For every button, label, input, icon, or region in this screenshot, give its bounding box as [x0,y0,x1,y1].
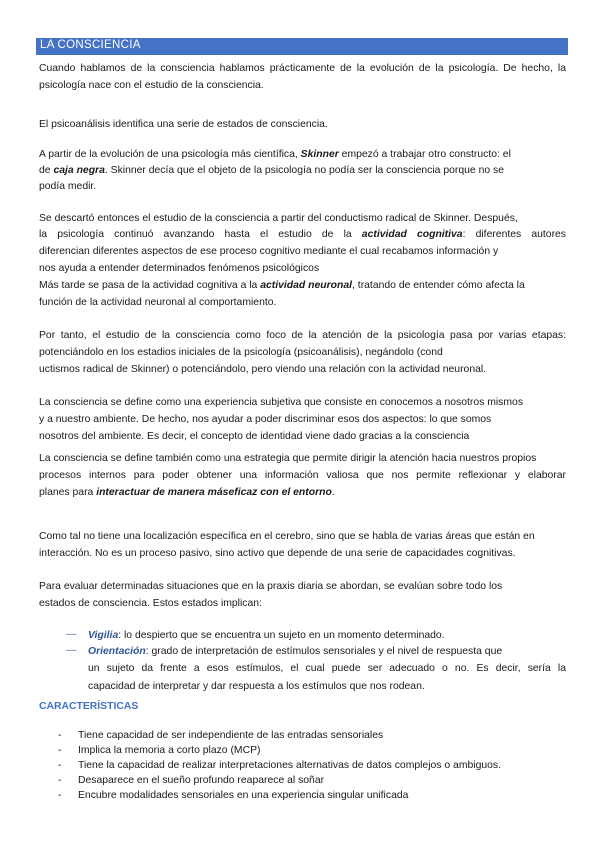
characteristic-item: Desaparece en el sueño profundo reaparece al soñar [78,775,325,786]
paragraph-line: Por tanto, el estudio de la consciencia como foco de la atención de la psicología pasa por varias etapas: [39,330,566,341]
list-dash: - [58,760,62,771]
list-dash: - [58,745,62,756]
list-dash: - [58,730,62,741]
dash-bullet: — [66,645,77,656]
list-term: Orientación [88,646,146,657]
emphasis-text: actividad cognitiva [361,229,463,240]
list-dash: - [58,775,62,786]
paragraph-line: podía medir. [39,181,97,192]
characteristic-item: Tiene la capacidad de realizar interpretaciones alternativas de datos complejos o ambiguos. [78,760,501,771]
list-term: Vigilia [88,630,119,641]
paragraph-line: nos ayuda a entender determinados fenómenos psicológicos [39,263,320,274]
characteristic-item: Tiene capacidad de ser independiente de las entradas sensoriales [78,730,384,741]
paragraph-line: procesos internos para poder obtener una información valiosa que nos permite reflexionar y elaborar [39,470,566,481]
emphasis-text: actividad neuronal [260,280,353,291]
dash-bullet: — [66,629,77,640]
paragraph-line: A partir de la evolución de una psicología más científica, Skinner empezó a trabajar otro constructo: el [39,149,511,160]
page-title: LA CONSCIENCIA [40,39,141,51]
paragraph-line: Para evaluar determinadas situaciones que en la praxis diaria se abordan, se evalúan sobre todo los [39,581,503,592]
emphasis-text: interactuar de manera máseficaz con el entorno [96,487,332,498]
paragraph-line: la psicología continuó avanzando hasta el estudio de la actividad cognitiva: diferentes autores [39,229,567,240]
paragraph-line: planes para interactuar de manera máseficaz con el entorno. [39,487,335,498]
paragraph-line: La consciencia se define también como una estrategia que permite dirigir la atención hacia nuestros propios [39,453,537,464]
paragraph-line: Se descartó entonces el estudio de la consciencia a partir del conductismo radical de Skinner. Después, [39,213,518,224]
paragraph-line: uctismos radical de Skinner) o potenciándolo, pero viendo una relación con la actividad neuronal. [39,364,487,375]
paragraph-line: Cuando hablamos de la consciencia hablamos prácticamente de la evolución de la psicología. De hecho, la [39,63,566,74]
paragraph-line: La consciencia se define como una experiencia subjetiva que consiste en conocemos a nosotros mismos [39,397,524,408]
paragraph-line: Como tal no tiene una localización específica en el cerebro, sino que se habla de varias áreas que están en [39,531,535,542]
emphasis-text: caja negra [53,165,105,176]
characteristic-item: Encubre modalidades sensoriales en una experiencia singular unificada [78,790,409,801]
paragraph-line: interacción. No es un proceso pasivo, sino activo que depende de una serie de capacidades cognitivas. [39,548,516,559]
emphasis-text: Skinner [300,149,339,160]
paragraph-line: potenciándolo en los estadios iniciales de la psicología (psicoanálisis), negándolo (cond [39,347,443,358]
list-item-continuation: capacidad de interpretar y dar respuesta a los estímulos que nos rodean. [88,681,425,692]
characteristic-item: Implica la memoria a corto plazo (MCP) [78,745,261,756]
paragraph-line: y a nuestro ambiente. De hecho, nos ayudar a poder discriminar esos dos aspectos: lo que somos [39,414,492,425]
paragraph-line: estados de consciencia. Estos estados implican: [39,598,262,609]
paragraph-line: Más tarde se pasa de la actividad cognitiva a la actividad neuronal, tratando de entender cómo afecta la [39,280,525,291]
paragraph-line: de caja negra. Skinner decía que el objeto de la psicología no podía ser la consciencia porque no se [39,165,505,176]
list-dash: - [58,790,62,801]
list-item: Orientación: grado de interpretación de estímulos sensoriales y el nivel de respuesta que [88,646,503,657]
paragraph-line: diferencian diferentes aspectos de ese proceso cognitivo mediante el cual recabamos información y [39,246,499,257]
paragraph-line: nosotros del ambiente. Es decir, el concepto de identidad viene dado gracias a la consciencia [39,431,470,442]
paragraph-line: psicología nace con el estudio de la consciencia. [39,80,264,91]
list-item: Vigilia: lo despierto que se encuentra un sujeto en un momento determinado. [88,630,445,641]
title-bar [36,38,568,55]
paragraph-line: función de la actividad neuronal al comportamiento. [39,297,277,308]
section-heading: CARACTERÍSTICAS [39,701,139,712]
paragraph-line: El psicoanálisis identifica una serie de estados de consciencia. [39,119,328,130]
list-item-continuation: un sujeto da frente a esos estímulos, el cual puede ser adecuado o no. Es decir, sería la [88,663,566,674]
